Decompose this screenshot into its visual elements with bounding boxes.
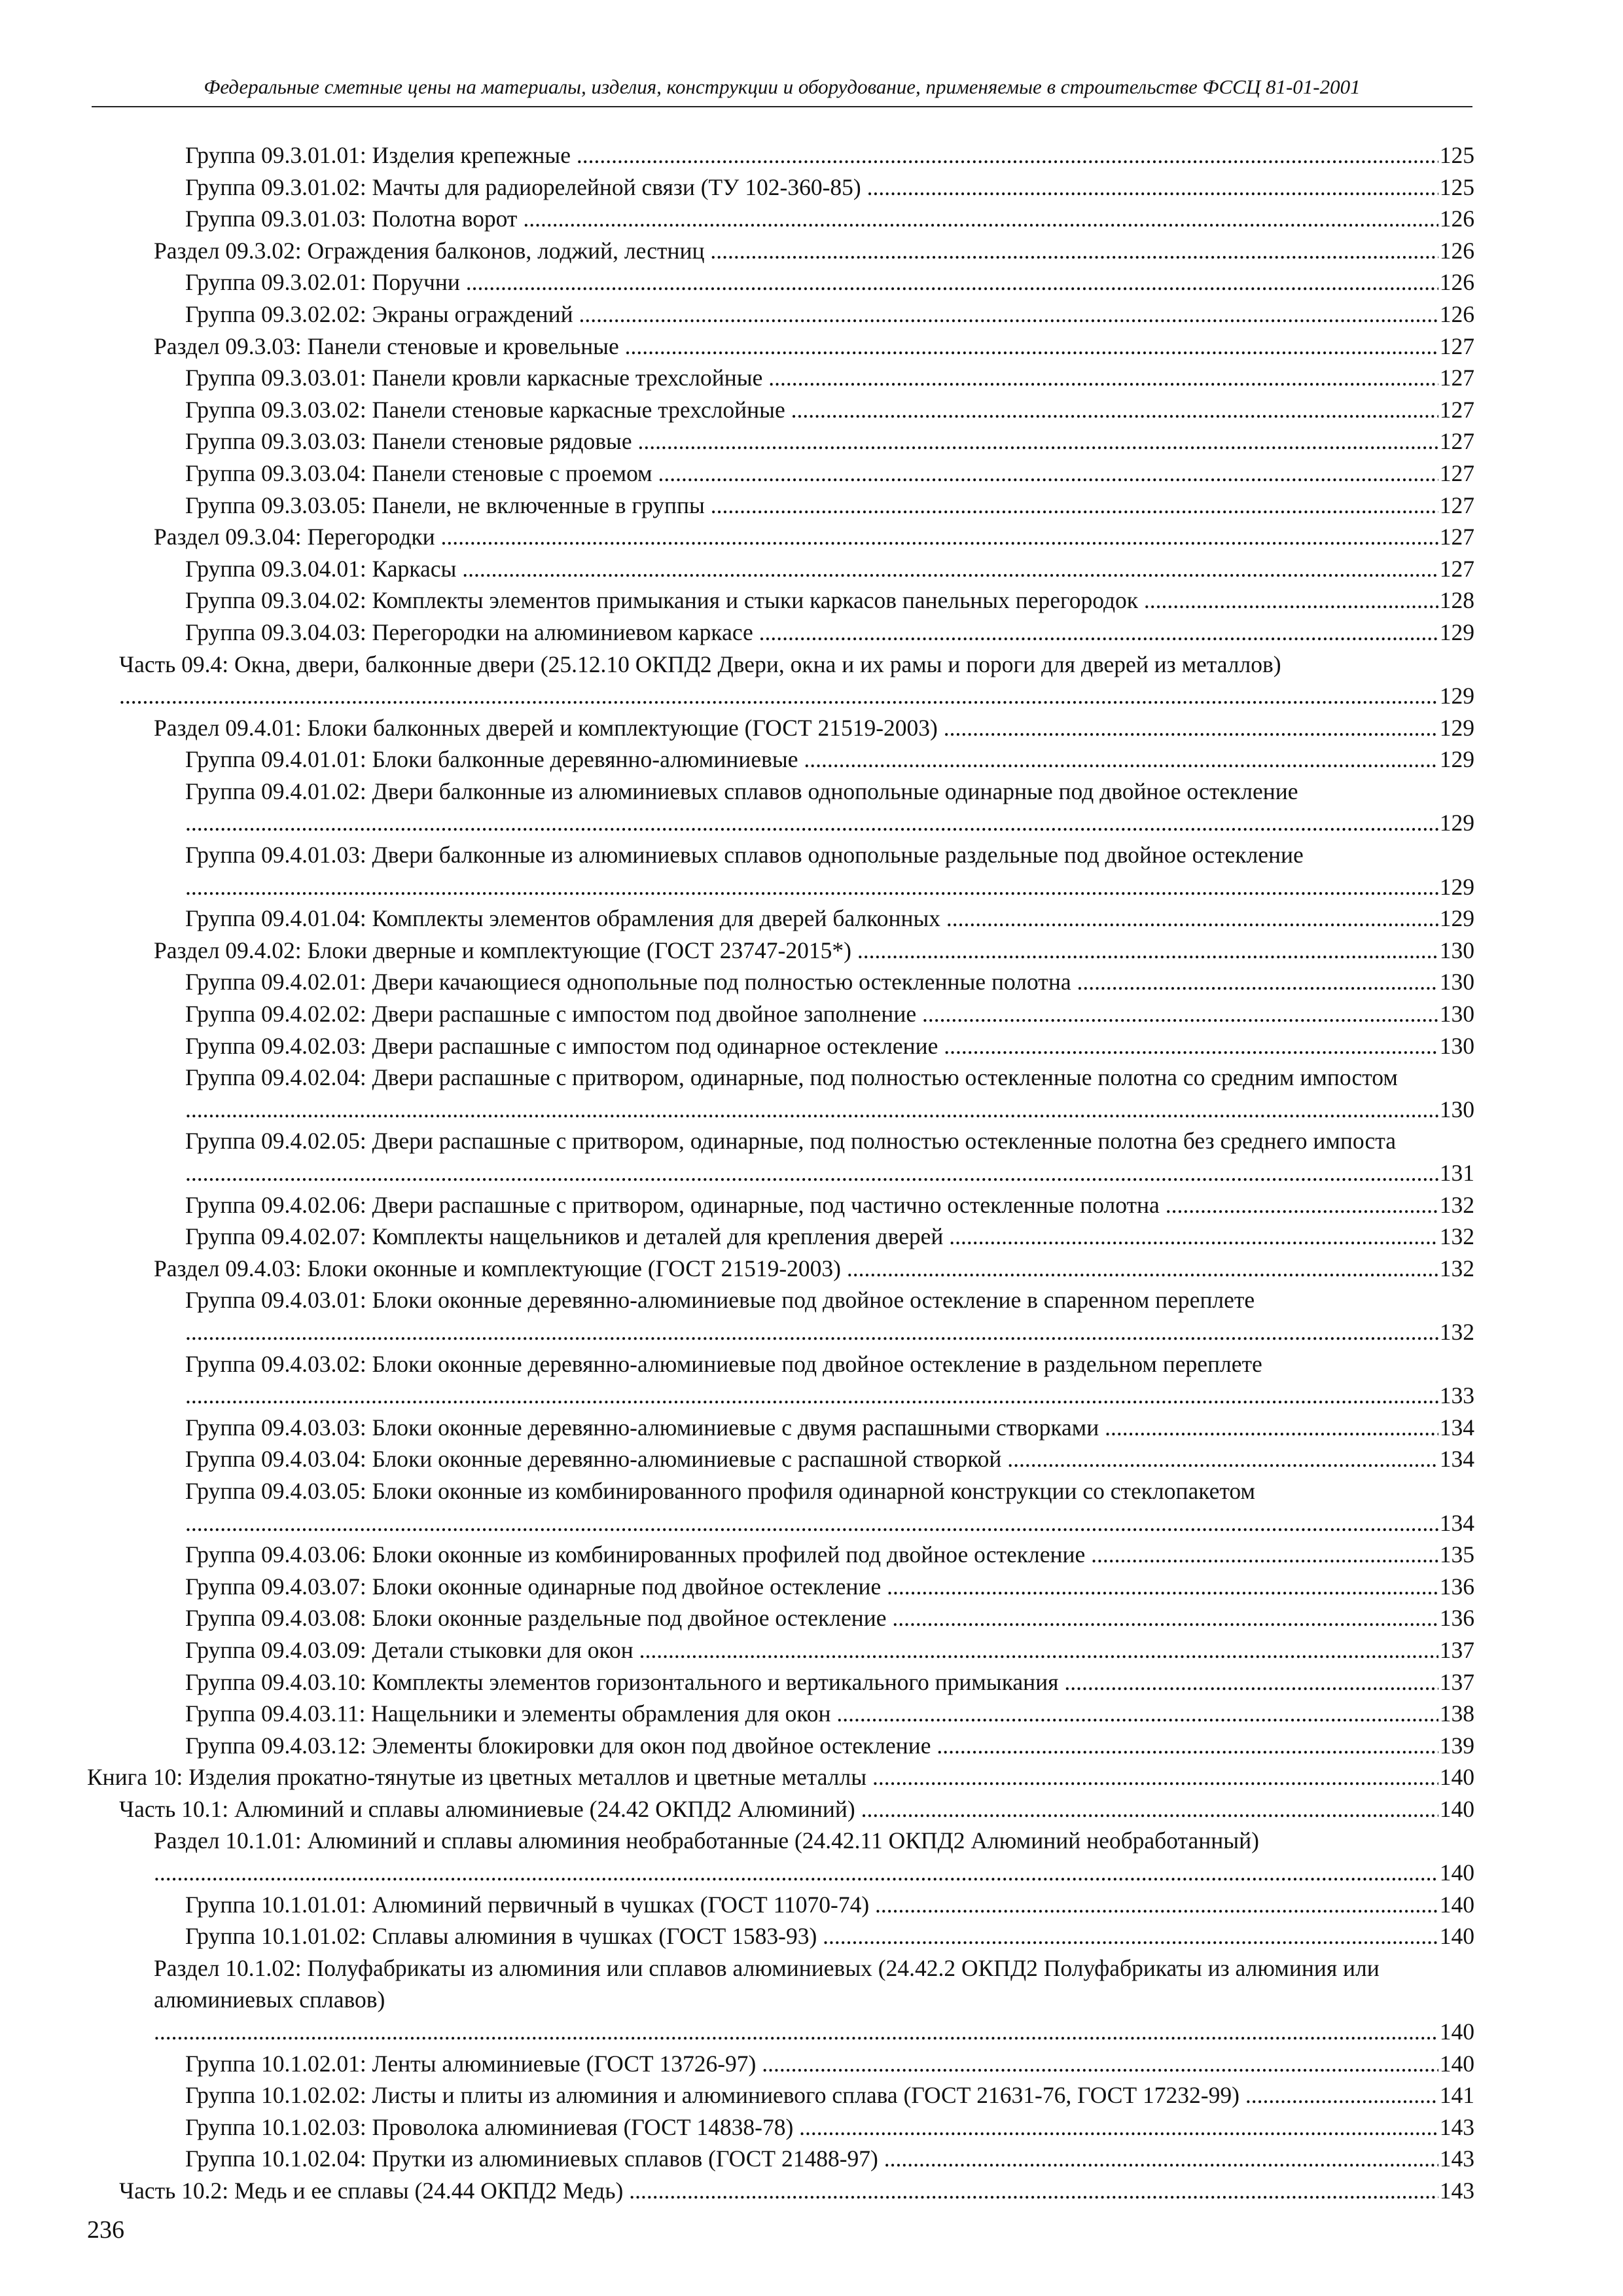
toc-entry-title: Группа 09.4.02.04: Двери распашные с притвором, одинарные, под полностью остекленные полотна со средним импостом ..... (185, 1062, 1474, 1125)
toc-entry-page: 129 (1438, 712, 1474, 744)
toc-entry-title: Группа 09.4.03.08: Блоки оконные раздельные под двойное остекление ..... (185, 1602, 1474, 1634)
toc-entry[interactable] (87, 1634, 1474, 1666)
toc-entry-title: Раздел 09.4.02: Блоки дверные и комплектующие (ГОСТ 23747-2015*) ..... (154, 935, 1474, 967)
toc-entry-title: Группа 10.1.01.01: Алюминий первичный в чушках (ГОСТ 11070-74) ..... (185, 1889, 1474, 1921)
toc-entry[interactable] (87, 617, 1474, 649)
toc-entry-title: Группа 09.4.01.04: Комплекты элементов обрамления для дверей балконных ..... (185, 903, 1474, 935)
toc-entry[interactable] (87, 1571, 1474, 1603)
toc-entry[interactable] (87, 935, 1474, 967)
toc-entry[interactable] (87, 2111, 1474, 2144)
toc-entry[interactable] (87, 1793, 1474, 1825)
toc-entry[interactable] (87, 2079, 1474, 2111)
toc-entry[interactable] (87, 839, 1474, 903)
toc-entry-title: Группа 09.4.02.02: Двери распашные с импостом под двойное заполнение ..... (185, 998, 1474, 1030)
toc-entry-title: Группа 09.4.01.01: Блоки балконные деревянно-алюминиевые ..... (185, 744, 1474, 776)
toc-entry[interactable] (87, 425, 1474, 457)
toc-entry-page: 125 (1438, 171, 1474, 204)
toc-entry-page: 127 (1438, 490, 1474, 522)
toc-entry-page: 132 (1438, 1253, 1474, 1285)
toc-entry-page: 132 (1438, 1316, 1474, 1348)
toc-entry-title: Группа 09.3.01.03: Полотна ворот ..... (185, 203, 1474, 235)
toc-entry-page: 139 (1438, 1730, 1474, 1762)
toc-entry-title: Группа 09.4.03.04: Блоки оконные деревянно-алюминиевые с распашной створкой ..... (185, 1443, 1474, 1475)
toc-entry-title: Группа 09.3.03.05: Панели, не включенные в группы ..... (185, 490, 1474, 522)
toc-entry[interactable] (87, 1602, 1474, 1634)
table-of-contents (87, 139, 1474, 2207)
toc-entry-title: Часть 10.2: Медь и ее сплавы (24.44 ОКПД2 Медь) ..... (119, 2175, 1474, 2207)
toc-entry-title: Группа 09.3.03.01: Панели кровли каркасные трехслойные ..... (185, 362, 1474, 394)
toc-entry[interactable] (87, 1284, 1474, 1348)
toc-entry[interactable] (87, 998, 1474, 1030)
toc-entry[interactable] (87, 2048, 1474, 2080)
toc-entry-title: Группа 09.3.04.03: Перегородки на алюминиевом каркасе ..... (185, 617, 1474, 649)
toc-entry-title: Группа 09.3.03.03: Панели стеновые рядовые ..... (185, 425, 1474, 457)
toc-entry[interactable] (87, 966, 1474, 998)
toc-entry-title: Группа 09.4.03.11: Нащельники и элементы обрамления для окон ..... (185, 1698, 1474, 1730)
toc-entry[interactable] (87, 457, 1474, 490)
toc-entry[interactable] (87, 490, 1474, 522)
toc-entry-title: Группа 09.4.02.05: Двери распашные с притвором, одинарные, под полностью остекленные полотна без среднего импоста ..... (185, 1125, 1474, 1189)
toc-entry-page: 132 (1438, 1189, 1474, 1221)
toc-entry[interactable] (87, 139, 1474, 171)
toc-entry-page: 127 (1438, 457, 1474, 490)
toc-entry-page: 140 (1438, 1857, 1474, 1889)
toc-entry[interactable] (87, 1539, 1474, 1571)
toc-entry-title: Группа 09.4.02.03: Двери распашные с импостом под одинарное остекление ..... (185, 1030, 1474, 1062)
toc-entry-page: 130 (1438, 966, 1474, 998)
toc-entry-page: 138 (1438, 1698, 1474, 1730)
toc-entry-title: Раздел 09.3.04: Перегородки ..... (154, 521, 1474, 553)
toc-entry[interactable] (87, 1348, 1474, 1412)
toc-entry-page: 126 (1438, 203, 1474, 235)
toc-entry-page: 127 (1438, 394, 1474, 426)
toc-entry-page: 127 (1438, 362, 1474, 394)
toc-entry[interactable] (87, 1189, 1474, 1221)
toc-entry[interactable] (87, 266, 1474, 298)
toc-entry-title: Группа 09.4.03.12: Элементы блокировки для окон под двойное остекление ..... (185, 1730, 1474, 1762)
toc-entry[interactable] (87, 903, 1474, 935)
toc-entry-page: 129 (1438, 680, 1474, 712)
toc-entry-page: 136 (1438, 1571, 1474, 1603)
toc-entry[interactable] (87, 584, 1474, 617)
toc-entry-page: 134 (1438, 1412, 1474, 1444)
toc-entry-page: 127 (1438, 553, 1474, 585)
toc-entry-page: 137 (1438, 1634, 1474, 1666)
toc-entry[interactable] (87, 712, 1474, 744)
toc-entry[interactable] (87, 298, 1474, 331)
toc-entry[interactable] (87, 1952, 1474, 2048)
toc-entry-page: 132 (1438, 1221, 1474, 1253)
toc-entry-page: 127 (1438, 521, 1474, 553)
toc-entry-page: 126 (1438, 266, 1474, 298)
toc-entry-title: Группа 09.4.01.02: Двери балконные из алюминиевых сплавов однопольные одинарные под двойное остекление ..... (185, 776, 1474, 839)
toc-entry[interactable] (87, 1253, 1474, 1285)
toc-entry-title: Раздел 10.1.01: Алюминий и сплавы алюминия необработанные (24.42.11 ОКПД2 Алюминий необработанный) ..... (154, 1825, 1474, 1888)
toc-entry-page: 129 (1438, 807, 1474, 839)
toc-entry-page: 130 (1438, 1094, 1474, 1126)
toc-entry-page: 129 (1438, 871, 1474, 903)
toc-entry[interactable] (87, 649, 1474, 712)
toc-entry[interactable] (87, 1475, 1474, 1539)
toc-entry[interactable] (87, 553, 1474, 585)
toc-entry-page: 131 (1438, 1157, 1474, 1189)
running-header: Федеральные сметные цены на материалы, изделия, конструкции и оборудование, применяемые в строительстве ФССЦ 81-01-2001 (92, 72, 1472, 107)
toc-entry[interactable] (87, 1825, 1474, 1888)
toc-entry-title: Группа 09.4.01.03: Двери балконные из алюминиевых сплавов однопольные раздельные под двойное остекление ..... (185, 839, 1474, 903)
toc-entry-page: 140 (1438, 1920, 1474, 1952)
toc-entry-title: Раздел 09.3.03: Панели стеновые и кровельные ..... (154, 331, 1474, 363)
toc-entry-page: 130 (1438, 935, 1474, 967)
toc-entry-page: 127 (1438, 331, 1474, 363)
toc-entry-title: Группа 09.4.03.03: Блоки оконные деревянно-алюминиевые с двумя распашными створками ..... (185, 1412, 1474, 1444)
toc-entry[interactable] (87, 171, 1474, 204)
toc-entry-page: 134 (1438, 1443, 1474, 1475)
toc-entry-page: 133 (1438, 1380, 1474, 1412)
toc-entry-title: Группа 09.4.03.05: Блоки оконные из комбинированного профиля одинарной конструкции со стеклопакетом ..... (185, 1475, 1474, 1539)
toc-entry-page: 130 (1438, 1030, 1474, 1062)
toc-entry[interactable] (87, 235, 1474, 267)
toc-entry-page: 134 (1438, 1507, 1474, 1539)
toc-entry-title: Группа 10.1.01.02: Сплавы алюминия в чушках (ГОСТ 1583-93) ..... (185, 1920, 1474, 1952)
toc-entry-title: Группа 10.1.02.02: Листы и плиты из алюминия и алюминиевого сплава (ГОСТ 21631-76, ГОСТ 17232-99) ..... (185, 2079, 1474, 2111)
toc-entry[interactable] (87, 2143, 1474, 2175)
toc-entry-title: Раздел 10.1.02: Полуфабрикаты из алюминия или сплавов алюминиевых (24.42.2 ОКПД2 Полуфабрикаты из алюминия или алюминиевых сплавов) ..... (154, 1952, 1474, 2048)
toc-entry-page: 140 (1438, 1793, 1474, 1825)
toc-entry[interactable] (87, 2175, 1474, 2207)
toc-entry-page: 143 (1438, 2175, 1474, 2207)
toc-entry[interactable] (87, 1889, 1474, 1921)
toc-entry-title: Группа 10.1.02.03: Проволока алюминиевая (ГОСТ 14838-78) ..... (185, 2111, 1474, 2144)
toc-entry[interactable] (87, 1125, 1474, 1189)
toc-entry-title: Группа 09.4.03.01: Блоки оконные деревянно-алюминиевые под двойное остекление в спаренном переплете ..... (185, 1284, 1474, 1348)
toc-entry[interactable] (87, 1062, 1474, 1125)
toc-entry[interactable] (87, 1443, 1474, 1475)
toc-entry-page: 140 (1438, 1761, 1474, 1793)
toc-entry[interactable] (87, 1761, 1474, 1793)
toc-entry-title: Группа 09.4.03.02: Блоки оконные деревянно-алюминиевые под двойное остекление в раздельном переплете ..... (185, 1348, 1474, 1412)
toc-entry[interactable] (87, 331, 1474, 363)
toc-entry-page: 143 (1438, 2111, 1474, 2144)
toc-entry-title: Часть 10.1: Алюминий и сплавы алюминиевые (24.42 ОКПД2 Алюминий) ..... (119, 1793, 1474, 1825)
toc-entry[interactable] (87, 1221, 1474, 1253)
toc-entry-title: Группа 09.4.02.01: Двери качающиеся однопольные под полностью остекленные полотна ..... (185, 966, 1474, 998)
toc-entry-title: Группа 09.4.02.06: Двери распашные с притвором, одинарные, под частично остекленные полотна ..... (185, 1189, 1474, 1221)
toc-entry-page: 126 (1438, 235, 1474, 267)
toc-entry[interactable] (87, 1730, 1474, 1762)
toc-entry[interactable] (87, 1030, 1474, 1062)
toc-entry-title: Раздел 09.4.01: Блоки балконных дверей и комплектующие (ГОСТ 21519-2003) ..... (154, 712, 1474, 744)
toc-entry-page: 141 (1438, 2079, 1474, 2111)
toc-entry[interactable] (87, 394, 1474, 426)
toc-entry-page: 143 (1438, 2143, 1474, 2175)
toc-entry[interactable] (87, 362, 1474, 394)
toc-entry-title: Группа 09.3.01.01: Изделия крепежные ..... (185, 139, 1474, 171)
toc-entry-page: 126 (1438, 298, 1474, 331)
toc-entry[interactable] (87, 1698, 1474, 1730)
toc-entry-title: Часть 09.4: Окна, двери, балконные двери (25.12.10 ОКПД2 Двери, окна и их рамы и пороги для дверей из металлов) ..... (119, 649, 1474, 712)
toc-entry-title: Группа 09.4.02.07: Комплекты нащельников и деталей для крепления дверей ..... (185, 1221, 1474, 1253)
toc-entry[interactable] (87, 776, 1474, 839)
toc-entry-title: Группа 09.4.03.10: Комплекты элементов горизонтального и вертикального примыкания ..... (185, 1666, 1474, 1698)
toc-entry-title: Группа 09.3.03.04: Панели стеновые с проемом ..... (185, 457, 1474, 490)
toc-entry-title: Группа 09.4.03.07: Блоки оконные одинарные под двойное остекление ..... (185, 1571, 1474, 1603)
toc-entry-title: Группа 09.4.03.06: Блоки оконные из комбинированных профилей под двойное остекление ..... (185, 1539, 1474, 1571)
toc-entry-title: Группа 09.4.03.09: Детали стыковки для окон ..... (185, 1634, 1474, 1666)
toc-entry-title: Группа 10.1.02.04: Прутки из алюминиевых сплавов (ГОСТ 21488-97) ..... (185, 2143, 1474, 2175)
toc-entry-page: 130 (1438, 998, 1474, 1030)
toc-entry-page: 135 (1438, 1539, 1474, 1571)
toc-entry-title: Группа 09.3.04.01: Каркасы ..... (185, 553, 1474, 585)
toc-entry-title: Раздел 09.3.02: Ограждения балконов, лоджий, лестниц ..... (154, 235, 1474, 267)
toc-entry-title: Группа 09.3.04.02: Комплекты элементов примыкания и стыки каркасов панельных перегородок ..... (185, 584, 1474, 617)
toc-entry[interactable] (87, 744, 1474, 776)
toc-entry[interactable] (87, 1666, 1474, 1698)
toc-entry-title: Группа 09.3.01.02: Мачты для радиорелейной связи (ТУ 102-360-85) ..... (185, 171, 1474, 204)
toc-entry-page: 137 (1438, 1666, 1474, 1698)
page-number: 236 (87, 2216, 124, 2244)
toc-entry-page: 129 (1438, 617, 1474, 649)
toc-entry[interactable] (87, 1920, 1474, 1952)
toc-entry-title: Группа 09.3.02.01: Поручни ..... (185, 266, 1474, 298)
toc-entry-page: 127 (1438, 425, 1474, 457)
toc-entry-page: 140 (1438, 1889, 1474, 1921)
toc-entry-title: Группа 09.3.03.02: Панели стеновые каркасные трехслойные ..... (185, 394, 1474, 426)
toc-entry-page: 140 (1438, 2016, 1474, 2048)
toc-entry-page: 128 (1438, 584, 1474, 617)
toc-entry-page: 129 (1438, 903, 1474, 935)
toc-entry-title: Книга 10: Изделия прокатно-тянутые из цветных металлов и цветные металлы ..... (87, 1761, 1474, 1793)
toc-entry-title: Группа 10.1.02.01: Ленты алюминиевые (ГОСТ 13726-97) ..... (185, 2048, 1474, 2080)
toc-entry[interactable] (87, 203, 1474, 235)
toc-entry-page: 129 (1438, 744, 1474, 776)
toc-entry-page: 125 (1438, 139, 1474, 171)
toc-entry-page: 140 (1438, 2048, 1474, 2080)
toc-entry[interactable] (87, 521, 1474, 553)
toc-entry[interactable] (87, 1412, 1474, 1444)
toc-entry-title: Группа 09.3.02.02: Экраны ограждений ..... (185, 298, 1474, 331)
toc-entry-title: Раздел 09.4.03: Блоки оконные и комплектующие (ГОСТ 21519-2003) ..... (154, 1253, 1474, 1285)
toc-entry-page: 136 (1438, 1602, 1474, 1634)
